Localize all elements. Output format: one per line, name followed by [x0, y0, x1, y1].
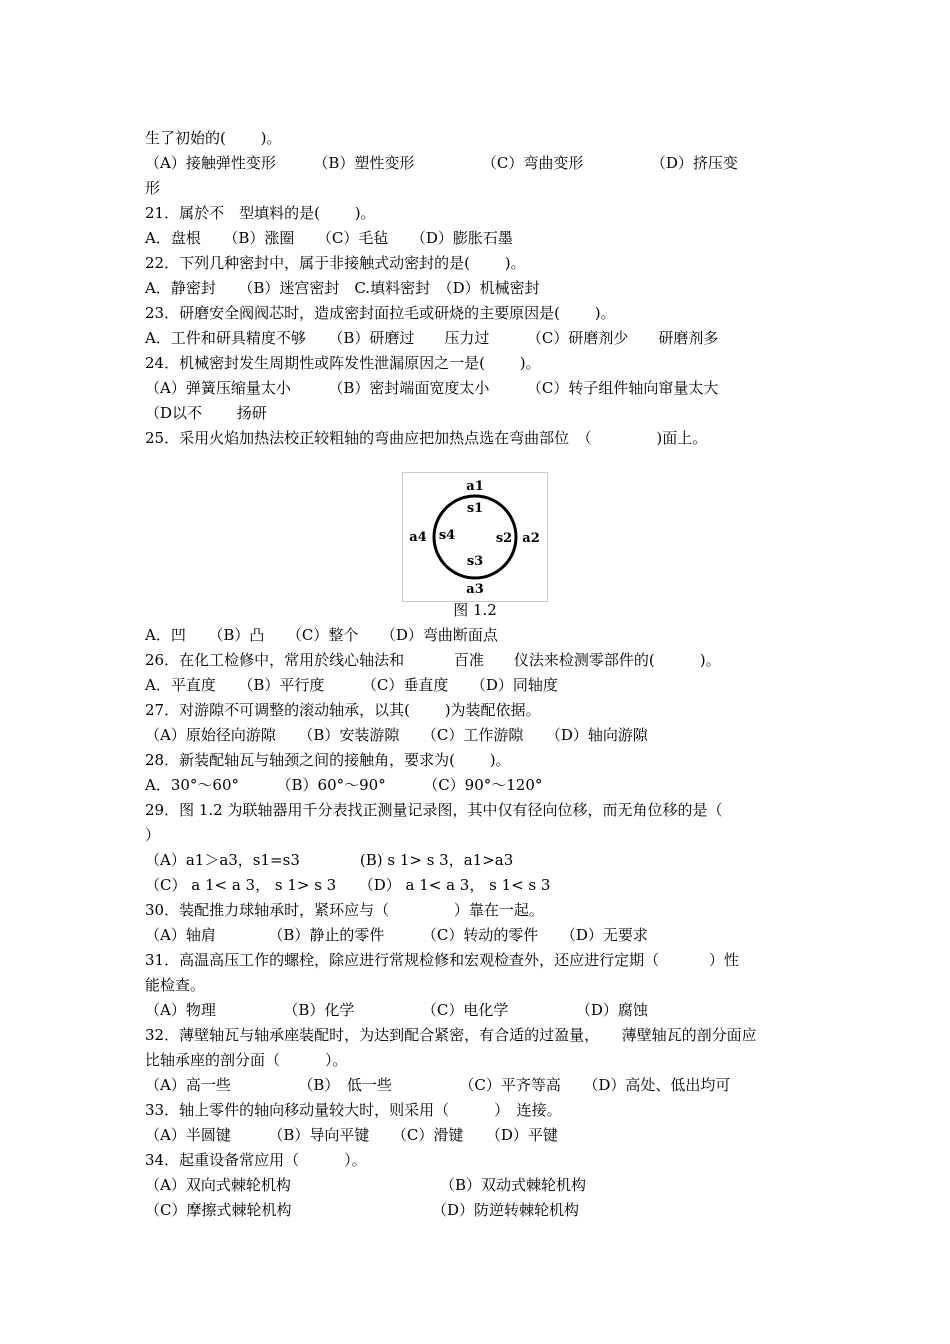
text-line: A．工件和研具精度不够 （B）研磨过 压力过 （C）研磨剂少 研磨剂多 [145, 329, 719, 347]
text-line: （A）物理 （B）化学 （C）电化学 （D）腐蚀 [145, 1001, 648, 1019]
text-line: （A）高一些 （B） 低一些 （C）平齐等高 （D）高处、低出均可 [145, 1076, 731, 1094]
question-26: 26．在化工检修中，常用於线心轴法和 百准 仪法来检测零部件的( )。 [145, 651, 721, 669]
text-line: （D以不 扬研 [145, 404, 267, 422]
question-30: 30．装配推力球轴承时，紧环应与（ ）靠在一起。 [145, 901, 544, 919]
figure-caption: 图 1.2 [453, 601, 497, 619]
coupling-measurement-diagram [403, 473, 549, 603]
question-24: 24．机械密封发生周期性或阵发性泄漏原因之一是( )。 [145, 354, 541, 372]
label-a1: a1 [466, 479, 484, 494]
text-line: （C） a 1< a 3， s 1> s 3 （D） a 1< a 3， s 1< s 3 [145, 876, 551, 894]
q34-option-a: （A）双向式棘轮机构 [145, 1176, 291, 1194]
text-line: 能检查。 [145, 976, 206, 994]
question-33: 33．轴上零件的轴向移动量较大时，则采用（ ） 连接。 [145, 1101, 562, 1119]
text-line: 生了初始的( )。 [145, 129, 282, 147]
label-s1: s1 [466, 501, 484, 516]
question-21: 21．属於不 型填料的是( )。 [145, 204, 376, 222]
q34-option-c: （C）摩擦式棘轮机构 [145, 1201, 292, 1219]
text-line: A．平直度 （B）平行度 （C）垂直度 （D）同轴度 [145, 676, 558, 694]
text-line: 形 [145, 179, 161, 197]
text-line: （A）a1＞a3，s1=s3 (B) s 1> s 3，a1>a3 [145, 851, 514, 869]
question-34: 34．起重设备常应用（ ）。 [145, 1151, 367, 1169]
figure-1-2 [402, 472, 548, 602]
text-line: A．静密封 （B）迷宫密封 C.填料密封 （D）机械密封 [145, 279, 540, 297]
text-line: （A）弹簧压缩量太小 （B）密封端面宽度太小 （C）转子组件轴向窜量太大 [145, 379, 719, 397]
text-line: A．凹 （B）凸 （C）整个 （D）弯曲断面点 [145, 626, 498, 644]
text-line: 比轴承座的剖分面（ ）。 [145, 1051, 348, 1069]
label-s3: s3 [466, 554, 484, 569]
question-28: 28．新装配轴瓦与轴颈之间的接触角，要求为( )。 [145, 751, 511, 769]
text-line: A．30°～60° （B）60°～90° （C）90°～120° [145, 776, 543, 794]
question-22: 22．下列几种密封中，属于非接触式动密封的是( )。 [145, 254, 526, 272]
label-a3: a3 [466, 582, 484, 597]
label-a2: a2 [522, 531, 540, 546]
text-line: （A）轴肩 （B）静止的零件 （C）转动的零件 （D）无要求 [145, 926, 648, 944]
q34-option-b: （B）双动式棘轮机构 [440, 1176, 587, 1194]
q34-option-d: （D）防逆转棘轮机构 [432, 1201, 580, 1219]
text-line: ） [145, 826, 161, 844]
question-32: 32．薄壁轴瓦与轴承座装配时，为达到配合紧密，有合适的过盈量， 薄壁轴瓦的剖分面应 [145, 1026, 757, 1044]
question-25: 25．采用火焰加热法校正较粗轴的弯曲应把加热点选在弯曲部位 （ )面上。 [145, 429, 708, 447]
question-23: 23．研磨安全阀阀芯时，造成密封面拉毛或研烧的主要原因是( )。 [145, 304, 616, 322]
question-31: 31．高温高压工作的螺栓，除应进行常规检修和宏观检查外，还应进行定期（ ）性 [145, 951, 739, 969]
text-line: （A）原始径向游隙 （B）安装游隙 （C）工作游隙 （D）轴向游隙 [145, 726, 648, 744]
question-27: 27．对游隙不可调整的滚动轴承，以其( )为装配依据。 [145, 701, 541, 719]
question-29: 29．图 1.2 为联轴器用千分表找正测量记录图，其中仅有径向位移，而无角位移的是（ [145, 801, 723, 819]
text-line: （A）接触弹性变形 （B）塑性变形 （C）弯曲变形 （D）挤压变 [145, 154, 738, 172]
label-s4: s4 [438, 528, 456, 543]
text-line: （A）半圆键 （B）导向平键 （C）滑键 （D）平键 [145, 1126, 558, 1144]
text-line: A．盘根 （B）涨圈 （C）毛毡 （D）膨胀石墨 [145, 229, 513, 247]
label-a4: a4 [409, 530, 427, 545]
label-s2: s2 [495, 531, 513, 546]
